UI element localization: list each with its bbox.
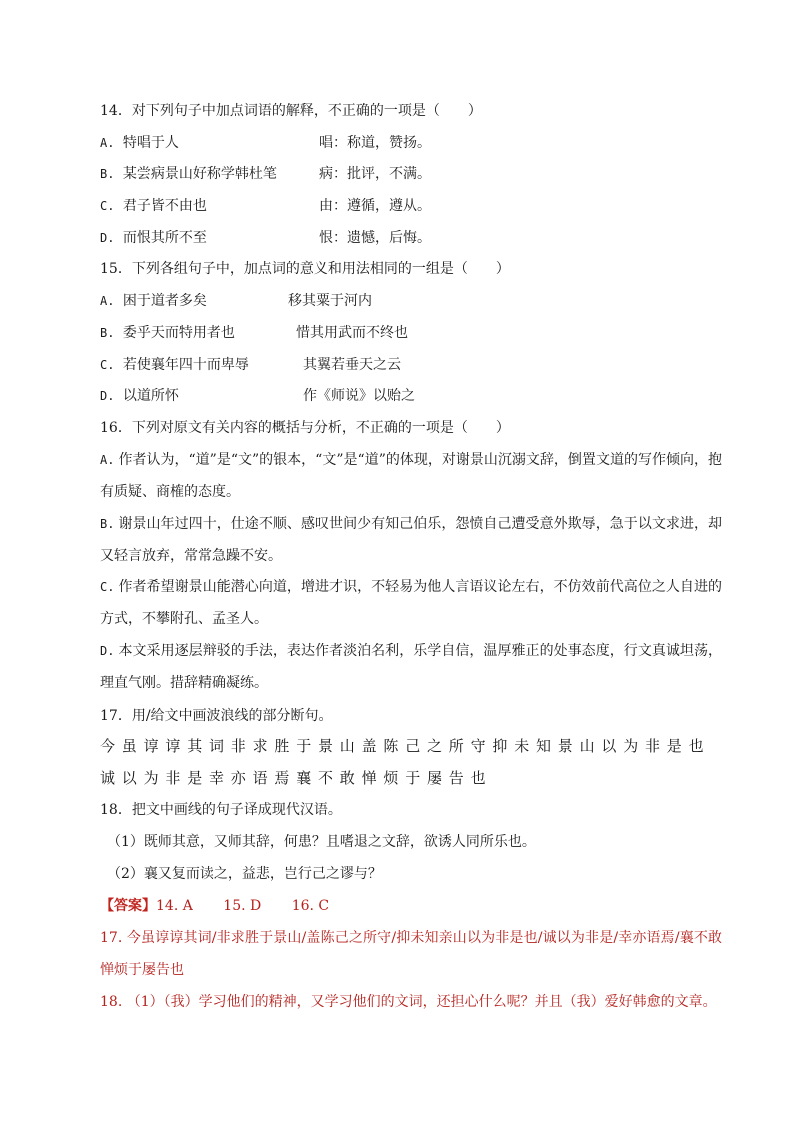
option-letter: B. bbox=[100, 167, 115, 181]
q14-stem: 14．对下列句子中加点词语的解释，不正确的一项是（ ） bbox=[100, 103, 482, 119]
q14-gloss-a: 唱：称道，赞扬。 bbox=[319, 135, 431, 151]
q15-option-b bbox=[100, 323, 235, 343]
option-left: 若使襄年四十而卑辱 bbox=[122, 357, 249, 373]
q18-item-2: （2）襄又复而读之，益悲，岂行己之谬与？ bbox=[107, 866, 382, 882]
q14-gloss-b: 病：批评，不满。 bbox=[319, 166, 431, 182]
answer-line bbox=[100, 896, 329, 916]
option-sentence: 君子皆不由也 bbox=[122, 198, 207, 214]
option-left: 委乎天而特用者也 bbox=[122, 325, 235, 341]
q15-right-c: 其翼若垂天之云 bbox=[303, 357, 401, 373]
answer-17: 17. 今虽谆谆其词/非求胜于景山/盖陈己之所守/抑未知亲山以为非是也/诚以为非是/幸亦语焉/襄不敢惮烦于屡告也 bbox=[100, 930, 722, 978]
option-text: 谢景山年过四十，仕途不顺、感叹世间少有知己伯乐，怨愤自己遭受意外欺辱，急于以文求进，却又轻言放弃，常常急躁不安。 bbox=[100, 516, 722, 564]
option-letter: D. bbox=[100, 644, 115, 658]
option-left: 以道所怀 bbox=[122, 388, 179, 404]
option-letter: A. bbox=[100, 294, 115, 308]
option-letter: B. bbox=[100, 517, 115, 531]
option-text: 本文采用逐层辩驳的手法，表达作者淡泊名利，乐学自信，温厚雅正的处事态度，行文真诚坦荡，理直气刚。措辞精确凝练。 bbox=[100, 643, 722, 691]
answer-15: 15. D bbox=[223, 898, 262, 914]
option-letter: D. bbox=[100, 389, 115, 403]
q18-item-1: （1）既师其意，又师其辞，何患？且嗜退之文辞，欲诱人同所乐也。 bbox=[107, 834, 536, 850]
option-text: 作者希望谢景山能潜心向道，增进才识，不轻易为他人言语议论左右，不仿效前代高位之人自进的方式，不攀附孔、孟圣人。 bbox=[100, 579, 722, 627]
q16-option-d bbox=[100, 635, 722, 699]
option-letter: A. bbox=[100, 136, 115, 150]
q14-option-a bbox=[100, 133, 179, 153]
option-letter: D. bbox=[100, 231, 115, 245]
q15-option-c bbox=[100, 355, 249, 375]
q14-gloss-c: 由：遵循，遵从。 bbox=[319, 198, 431, 214]
q16-option-b bbox=[100, 508, 722, 572]
q16-option-c bbox=[100, 571, 722, 635]
q15-option-a bbox=[100, 291, 207, 311]
option-letter: C. bbox=[100, 580, 115, 594]
q18-stem: 18．把文中画线的句子译成现代汉语。 bbox=[100, 802, 342, 818]
option-letter: C. bbox=[100, 358, 115, 372]
q15-option-d bbox=[100, 386, 179, 406]
answer-tag: 【答案】 bbox=[100, 898, 156, 914]
q14-gloss-d: 恨：遗憾，后悔。 bbox=[319, 230, 431, 246]
option-sentence: 某尝病景山好称学韩杜笔 bbox=[122, 166, 277, 182]
option-left: 困于道者多矣 bbox=[122, 293, 207, 309]
q16-option-a bbox=[100, 444, 722, 508]
answer-16: 16. C bbox=[291, 898, 330, 914]
q15-right-b: 惜其用武而不终也 bbox=[296, 325, 408, 341]
q17-passage: 今虽谆谆其词非求胜于景山盖陈己之所守抑未知景山以为非是也诚以为非是幸亦语焉襄不敢惮烦于屡告也 bbox=[100, 737, 711, 787]
answer-18: 18. （1）（我）学习他们的精神，又学习他们的文词，还担心什么呢？并且（我）爱好韩愈的文章。 bbox=[100, 994, 717, 1010]
q15-stem: 15．下列各组句子中，加点词的意义和用法相同的一组是（ ） bbox=[100, 261, 510, 277]
option-letter: A. bbox=[100, 453, 115, 467]
q14-option-d bbox=[100, 228, 207, 248]
option-sentence: 而恨其所不至 bbox=[122, 230, 207, 246]
q14-option-b bbox=[100, 164, 277, 184]
q15-right-d: 作《师说》以贻之 bbox=[303, 388, 415, 404]
q17-stem: 17．用/给文中画波浪线的部分断句。 bbox=[100, 708, 333, 724]
q14-option-c bbox=[100, 196, 207, 216]
option-text: 作者认为，“道”是“文”的银本，“文”是“道”的体现，对谢景山沉溺文辞，倒置文道的写作倾向，抱有质疑、商榷的态度。 bbox=[100, 452, 722, 500]
answer-14: 14. A bbox=[156, 898, 193, 914]
q16-stem: 16．下列对原文有关内容的概括与分析，不正确的一项是（ ） bbox=[100, 420, 510, 436]
option-sentence: 特唱于人 bbox=[122, 135, 179, 151]
option-letter: B. bbox=[100, 326, 115, 340]
option-letter: C. bbox=[100, 199, 115, 213]
q15-right-a: 移其粟于河内 bbox=[288, 293, 372, 309]
